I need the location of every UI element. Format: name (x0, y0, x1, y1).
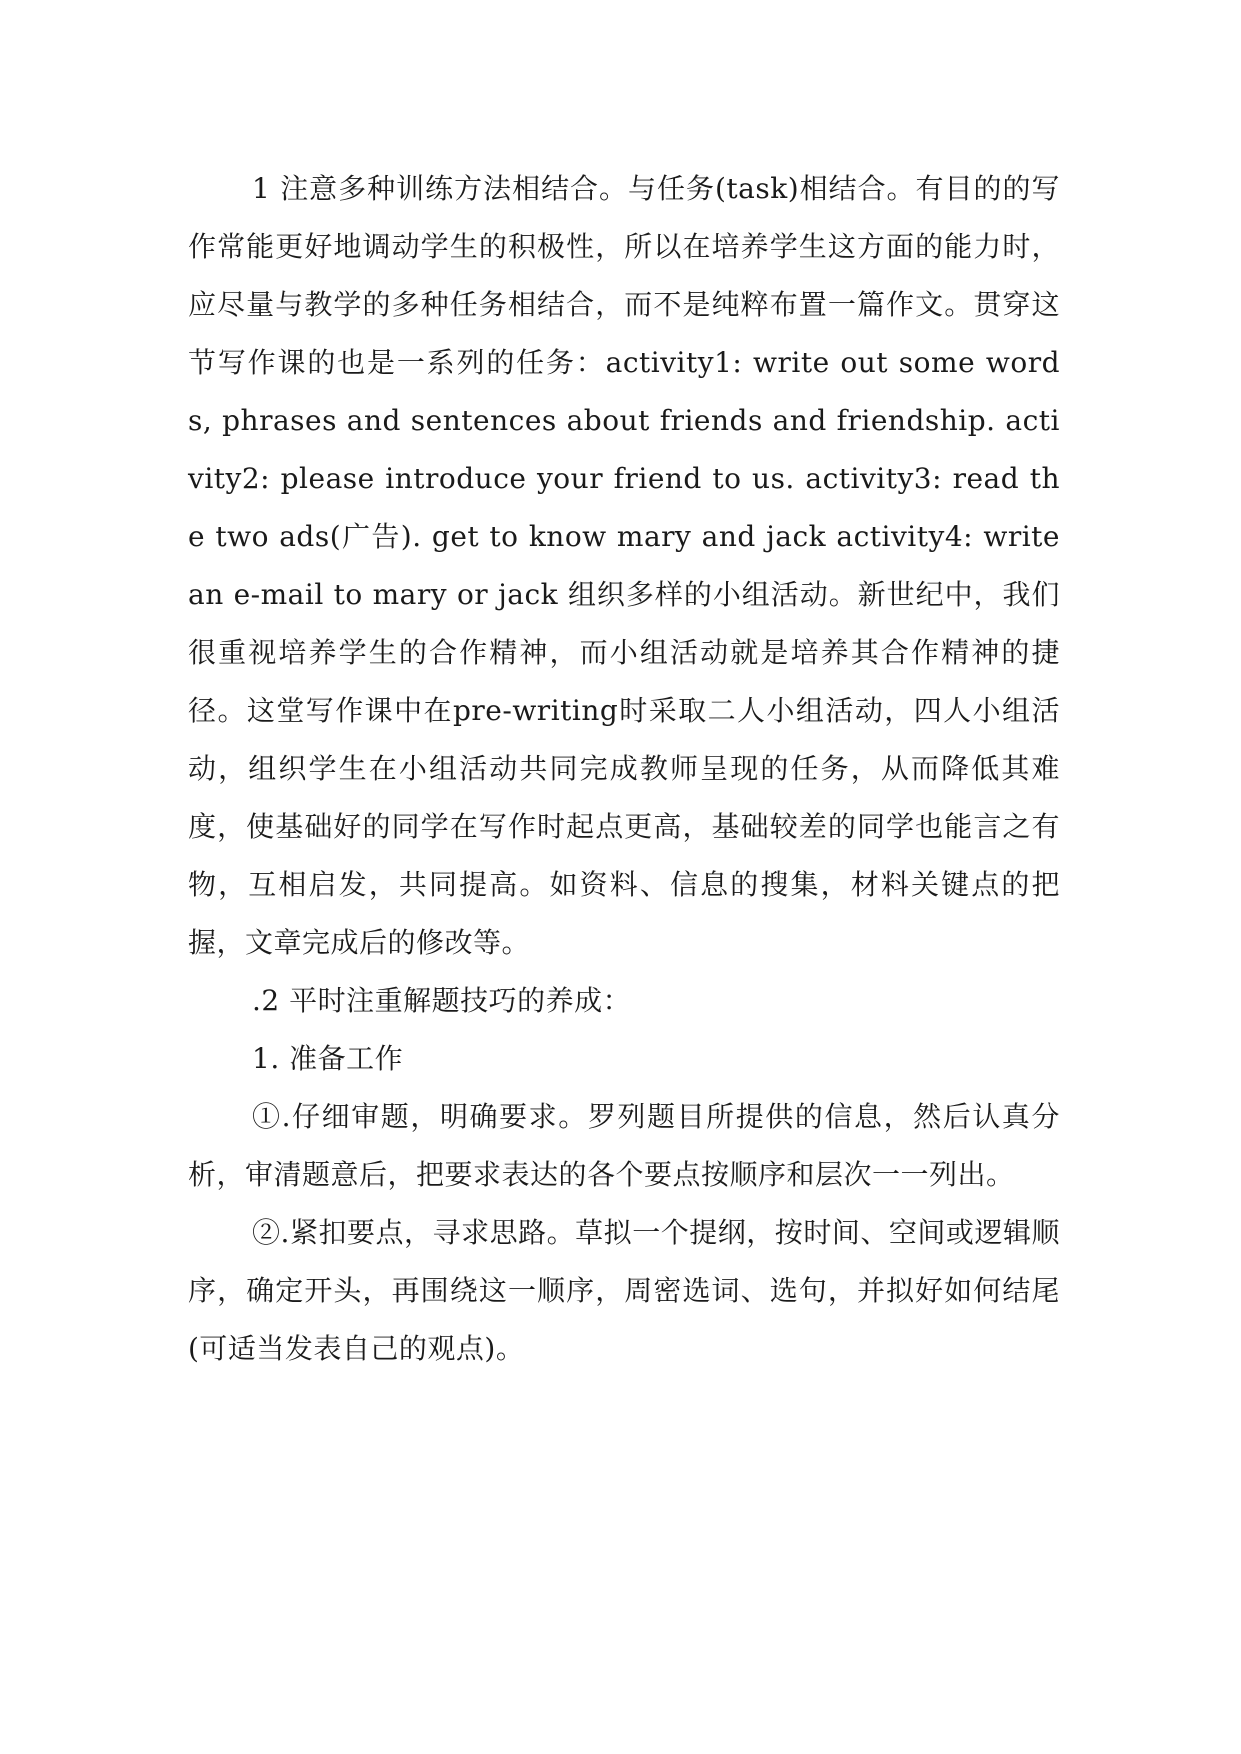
paragraph-section-heading: .2 平时注重解题技巧的养成： (252, 984, 632, 1017)
paragraph-activities: 1 注意多种训练方法相结合。与任务(task)相结合。有目的的写作常能更好地调动学生的积极性，所以在培养学生这方面的能力时，应尽量与教学的多种任务相结合，而不是纯粹布置一篇作文。贯穿这节写作课的也是一系列的任务：activity1: write out some words, phrases and sentences about friends and friendship. activity2: please introduce your friend to us. activity3: read the two ads(广告). get to know mary and jack activity4: write an e-mail to mary or jack 组织多样的小组活动。新世纪中，我们很重视培养学生的合作精神，而小组活动就是培养其合作精神的捷径。这堂写作课中在pre-writing时采取二人小组活动，四人小组活动，组织学生在小组活动共同完成教师呈现的任务，从而降低其难度，使基础好的同学在写作时起点更高，基础较差的同学也能言之有物，互相启发，共同提高。如资料、信息的搜集，材料关键点的把握，文章完成后的修改等。 (188, 172, 1060, 959)
document-body (188, 160, 1060, 1378)
paragraph-preparation-heading: 1. 准备工作 (252, 1042, 404, 1075)
paragraph-step-2: ②.紧扣要点，寻求思路。草拟一个提纲，按时间、空间或逻辑顺序，确定开头，再围绕这一顺序，周密选词、选句，并拟好如何结尾(可适当发表自己的观点)。 (188, 1216, 1060, 1365)
paragraph-step-1: ①.仔细审题，明确要求。罗列题目所提供的信息，然后认真分析，审清题意后，把要求表达的各个要点按顺序和层次一一列出。 (188, 1100, 1060, 1191)
